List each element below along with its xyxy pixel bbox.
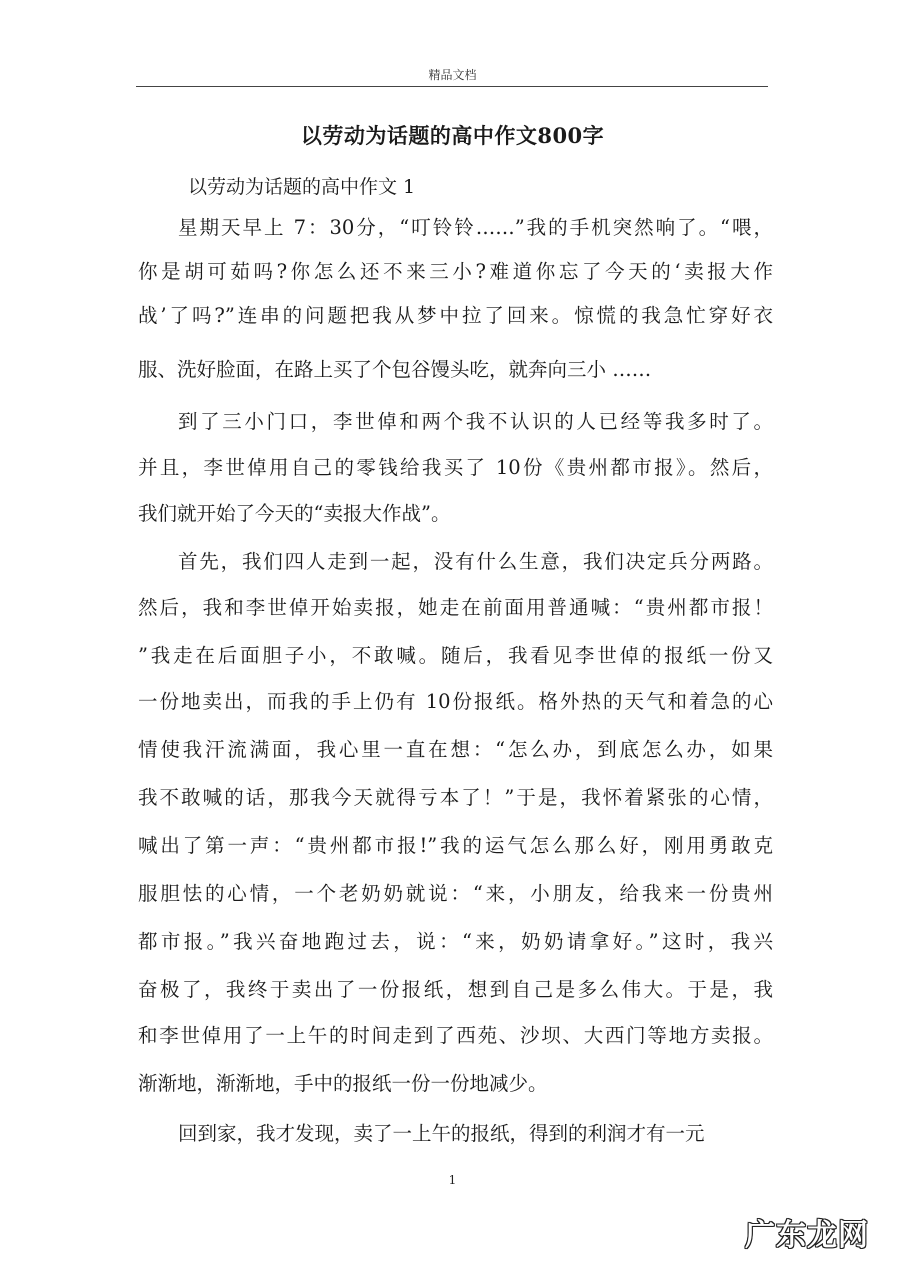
document-title: 以劳动为话题的高中作文800字 bbox=[300, 123, 605, 148]
body-line: 我们就开始了今天的“卖报大作战”。 bbox=[138, 502, 451, 525]
page-number: 1 bbox=[448, 1173, 457, 1187]
header-divider bbox=[136, 86, 768, 87]
body-line: 战’了吗?”连串的问题把我从梦中拉了回来。惊慌的我急忙穿好衣 bbox=[138, 304, 773, 327]
body-line: 星期天早上 7：30分，“叮铃铃……”我的手机突然响了。“喂， bbox=[178, 216, 773, 239]
body-line: 回到家，我才发现，卖了一上午的报纸，得到的利润才有一元 bbox=[178, 1122, 705, 1145]
body-line: 服胆怯的心情，一个老奶奶就说：“来，小朋友，给我来一份贵州 bbox=[138, 882, 773, 905]
body-line: 奋极了，我终于卖出了一份报纸，想到自己是多么伟大。于是，我 bbox=[138, 978, 773, 1001]
body-line: 我不敢喊的话，那我今天就得亏本了！”于是，我怀着紧张的心情， bbox=[138, 786, 773, 809]
body-line: 并且，李世倬用自己的零钱给我买了 10份《贵州都市报》。然后， bbox=[138, 456, 773, 479]
body-line: 一份地卖出，而我的手上仍有 10份报纸。格外热的天气和着急的心 bbox=[138, 690, 773, 713]
body-line: 情使我汗流满面，我心里一直在想：“怎么办，到底怎么办，如果 bbox=[138, 738, 773, 761]
body-line: ”我走在后面胆子小，不敢喊。随后，我看见李世倬的报纸一份又 bbox=[138, 644, 773, 667]
document-subtitle: 以劳动为话题的高中作文 1 bbox=[188, 176, 416, 198]
body-line: 和李世倬用了一上午的时间走到了西苑、沙坝、大西门等地方卖报。 bbox=[138, 1024, 773, 1047]
body-line: 服、洗好脸面，在路上买了个包谷馒头吃，就奔向三小 …… bbox=[138, 358, 652, 381]
body-line: 渐渐地，渐渐地，手中的报纸一份一份地减少。 bbox=[138, 1072, 548, 1095]
site-watermark: 广东龙网 bbox=[745, 1218, 869, 1253]
page-header-label: 精品文档 bbox=[428, 68, 477, 82]
body-line: 然后，我和李世倬开始卖报，她走在前面用普通喊：“贵州都市报！ bbox=[138, 596, 773, 619]
body-line: 首先，我们四人走到一起，没有什么生意，我们决定兵分两路。 bbox=[178, 550, 773, 573]
body-line: 你是胡可茹吗?你怎么还不来三小?难道你忘了今天的‘卖报大作 bbox=[138, 260, 773, 283]
body-line: 到了三小门口，李世倬和两个我不认识的人已经等我多时了。 bbox=[178, 410, 773, 433]
body-line: 喊出了第一声：“贵州都市报!”我的运气怎么那么好，刚用勇敢克 bbox=[138, 834, 773, 857]
body-line: 都市报。”我兴奋地跑过去，说：“来，奶奶请拿好。”这时，我兴 bbox=[138, 930, 773, 953]
